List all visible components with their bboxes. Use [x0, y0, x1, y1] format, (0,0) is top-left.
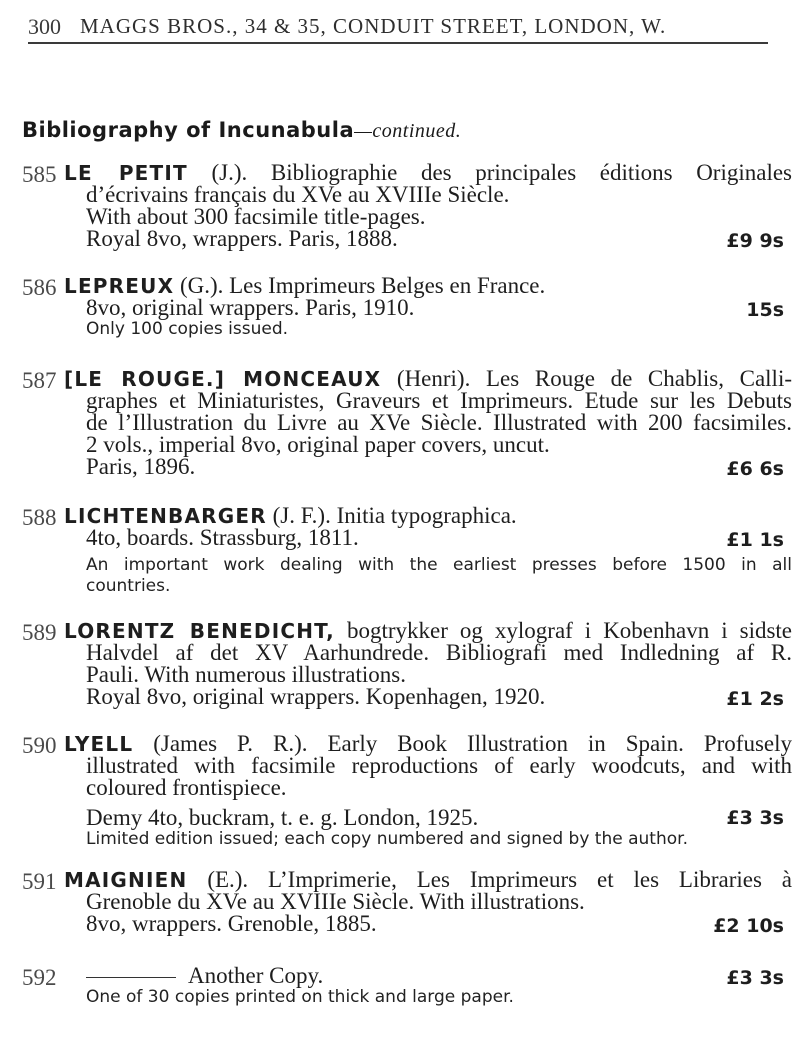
entry-number: 585 [22, 162, 57, 187]
ditto-dash [86, 977, 176, 978]
entry-line: Pauli. With numerous illustrations. [86, 662, 407, 687]
entry-first-line [64, 733, 792, 755]
entry-note: One of 30 copies printed on thick and large paper. [86, 987, 514, 1007]
entry-number: 587 [22, 368, 57, 393]
entry-price: £3 3s [726, 967, 784, 989]
page-header [0, 10, 801, 40]
entry-line: 8vo, original wrappers. Paris, 1910. [86, 295, 415, 320]
entry-line: Royal 8vo, original wrappers. Kopenhagen, 1920. [86, 684, 546, 709]
entry-author: MAIGNIEN [64, 868, 188, 892]
entry-author: LICHTENBARGER [64, 504, 267, 528]
entry-body [64, 368, 792, 478]
entry-title: Another Copy. [188, 963, 324, 988]
entry-price: £6 6s [726, 458, 784, 480]
entry-price: £1 2s [726, 688, 784, 710]
entry-line: Paris, 1896. [86, 454, 196, 479]
catalogue-entry [22, 965, 792, 1008]
entry-number: 589 [22, 620, 57, 645]
entry-author: [LE ROUGE.] MONCEAUX [64, 367, 382, 391]
entry-author: LEPREUX [64, 274, 175, 298]
entry-line: coloured frontispiece. [86, 775, 287, 800]
catalogue-entry [22, 368, 792, 478]
entry-line: 8vo, wrappers. Grenoble, 1885. [86, 911, 377, 936]
catalogue-entry [22, 275, 792, 340]
catalogue-entry [22, 505, 792, 597]
entry-line: 4to, boards. Strassburg, 1811. [86, 525, 359, 550]
entry-body [64, 505, 792, 597]
entry-body [64, 869, 792, 935]
entry-first-line [64, 505, 792, 527]
entry-price: £9 9s [726, 230, 784, 252]
entry-line: 2 vols., imperial 8vo, original paper covers, uncut. [86, 432, 550, 457]
entry-line: Halvdel af det XV Aarhundrede. Bibliografi med Indledning af R. [86, 640, 792, 665]
entry-number: 586 [22, 275, 57, 300]
entry-number: 591 [22, 869, 57, 894]
entry-first-line [64, 275, 792, 297]
entry-body [64, 620, 792, 708]
catalogue-entry [22, 620, 792, 708]
entry-body [64, 733, 792, 850]
entry-line: d’écrivains français du XVe au XVIIIe Siècle. [86, 182, 510, 207]
catalogue-entry [22, 869, 792, 935]
entry-line: de l’Illustration du Livre au XVe Siècle. Illustrated with 200 facsimiles. [86, 410, 792, 435]
section-title-text: Bibliography of Incunabula [22, 118, 355, 142]
entry-price: £1 1s [726, 529, 784, 551]
entry-first-line [64, 965, 792, 987]
section-continued: —continued. [354, 120, 462, 142]
entry-title: (J. F.). Initia typographica. [272, 503, 517, 528]
catalogue-entry [22, 162, 792, 250]
entry-number: 590 [22, 733, 57, 758]
entry-title: (G.). Les Imprimeurs Belges en France. [179, 273, 546, 298]
entry-author: LE PETIT [64, 161, 188, 185]
entry-line: Royal 8vo, wrappers. Paris, 1888. [86, 226, 398, 251]
section-title [22, 118, 461, 143]
entry-title: bogtrykker og xylograf i Kobenhavn i sidste [346, 618, 793, 643]
entry-body [64, 162, 792, 250]
entry-title: (James P. R.). Early Book Illustration in Spain. Profusely [153, 731, 792, 756]
entry-number: 592 [22, 965, 57, 990]
entry-note: Limited edition issued; each copy numbered and signed by the author. [86, 829, 688, 849]
entry-line: graphes et Miniaturistes, Graveurs et Imprimeurs. Etude sur les Debuts [86, 388, 792, 413]
entry-line: Grenoble du XVe au XVIIIe Siècle. With illustrations. [86, 889, 585, 914]
entry-title: (Henri). Les Rouge de Chablis, Calli- [396, 366, 792, 391]
page-number: 300 [28, 14, 61, 39]
entry-price: 15s [746, 299, 784, 321]
running-head: MAGGS BROS., 34 & 35, CONDUIT STREET, LONDON, W. [80, 14, 667, 38]
entry-first-line [64, 368, 792, 390]
entry-first-line [64, 869, 792, 891]
entry-body [64, 965, 792, 1008]
entry-first-line [64, 620, 792, 642]
entry-first-line [64, 162, 792, 184]
entry-number: 588 [22, 505, 57, 530]
entry-title: (E.). L’Imprimerie, Les Imprimeurs et les Libraries à [207, 867, 793, 892]
entry-author: LORENTZ BENEDICHT, [64, 619, 335, 643]
entry-title: (J.). Bibliographie des principales éditions Originales [211, 160, 792, 185]
entry-author: LYELL [64, 732, 134, 756]
entry-line: With about 300 facsimile title-pages. [86, 204, 426, 229]
entry-price: £2 10s [713, 915, 784, 937]
entry-note: countries. [86, 576, 171, 596]
entry-body [64, 275, 792, 340]
catalogue-entry [22, 733, 792, 850]
entry-note: An important work dealing with the earliest presses before 1500 in all [86, 555, 792, 575]
entry-line: Demy 4to, buckram, t. e. g. London, 1925. [86, 805, 479, 830]
entry-note: Only 100 copies issued. [86, 319, 289, 339]
entry-price: £3 3s [726, 807, 784, 829]
entry-line: illustrated with facsimile reproductions of early woodcuts, and with [86, 753, 792, 778]
header-rule [28, 42, 768, 44]
